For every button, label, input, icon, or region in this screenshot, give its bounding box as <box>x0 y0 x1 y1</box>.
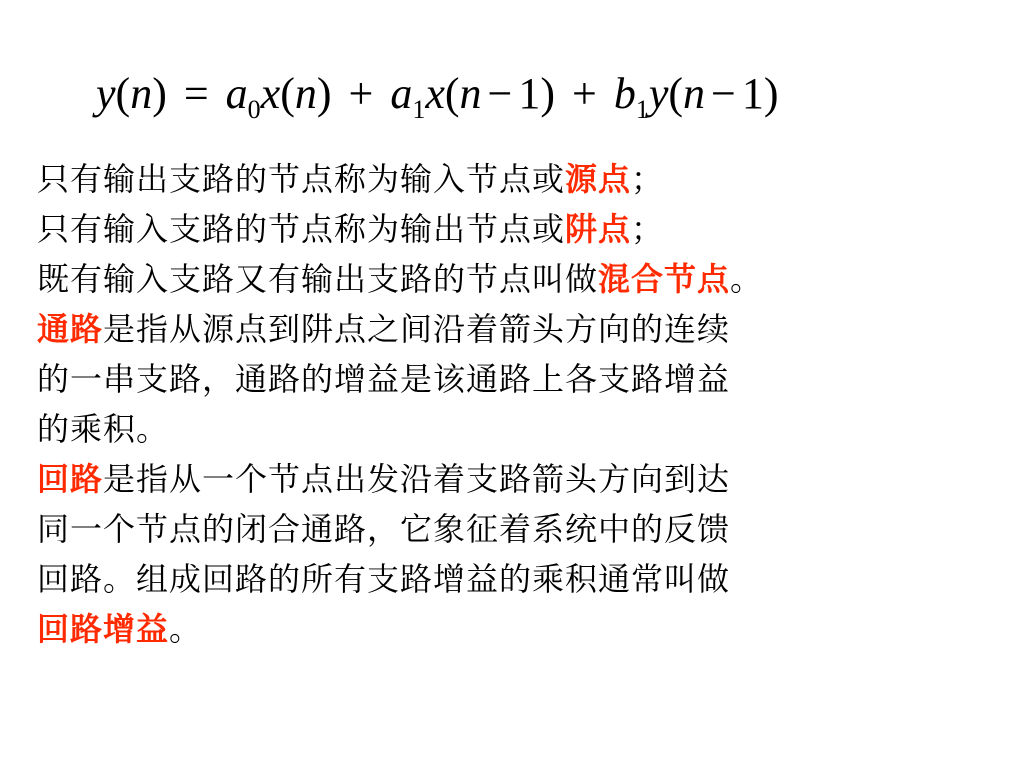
formula-n: n <box>683 69 706 118</box>
line-text: 的乘积。 <box>37 410 170 448</box>
highlight-term: 通路 <box>37 310 104 348</box>
formula-a: a <box>390 69 413 118</box>
line-text: 只有输入支路的节点称为输出节点或 <box>37 210 566 248</box>
formula-minus: − <box>711 69 736 118</box>
formula-paren: ( <box>115 69 131 118</box>
text-line <box>37 204 1024 254</box>
formula-y: y <box>648 69 669 118</box>
line-text: 的一串支路，通路的增益是该通路上各支路增益 <box>37 360 731 398</box>
line-text: 。 <box>169 610 203 648</box>
text-line <box>37 304 1024 354</box>
formula-y: y <box>96 69 116 118</box>
formula-sub-1: 1 <box>412 95 426 124</box>
line-text: ； <box>631 160 665 198</box>
highlight-term: 回路增益 <box>37 610 170 648</box>
line-text: 。 <box>730 260 764 298</box>
formula-n: n <box>294 69 317 118</box>
formula-paren: ) <box>540 69 556 118</box>
definitions-text <box>37 154 1024 654</box>
difference-equation <box>96 58 779 130</box>
formula-plus: + <box>348 69 374 118</box>
line-text: 同一个节点的闭合通路，它象征着系统中的反馈 <box>37 510 731 548</box>
line-text: 既有输入支路又有输出支路的节点叫做 <box>37 260 599 298</box>
formula-plus: + <box>572 69 597 118</box>
text-line <box>37 604 1024 654</box>
formula-a: a <box>225 69 248 118</box>
highlight-term: 阱点 <box>565 210 632 248</box>
highlight-term: 回路 <box>37 460 104 498</box>
line-text: 是指从一个节点出发沿着支路箭头方向到达 <box>103 460 731 498</box>
formula-paren: ( <box>668 69 684 118</box>
formula-x: x <box>425 69 445 118</box>
formula-b: b <box>613 69 636 118</box>
text-line <box>37 504 1024 554</box>
formula-paren: ) <box>316 69 332 118</box>
text-line <box>37 554 1024 604</box>
formula-paren: ( <box>280 69 295 118</box>
formula-n: n <box>130 69 153 118</box>
line-text: 只有输出支路的节点称为输入节点或 <box>37 160 566 198</box>
formula-one: 1 <box>741 69 764 118</box>
formula-n: n <box>459 69 482 118</box>
text-line <box>37 354 1024 404</box>
formula-sub-1: 1 <box>635 95 649 124</box>
line-text: ； <box>631 210 665 248</box>
formula-one: 1 <box>518 69 541 118</box>
text-line <box>37 254 1024 304</box>
formula-paren: ) <box>763 69 779 118</box>
highlight-term: 混合节点 <box>598 260 731 298</box>
formula-x: x <box>260 69 281 118</box>
line-text: 回路。组成回路的所有支路增益的乘积通常叫做 <box>37 560 731 598</box>
text-line <box>37 404 1024 454</box>
formula-minus: − <box>487 69 513 118</box>
line-text: 是指从源点到阱点之间沿着箭头方向的连续 <box>103 310 731 348</box>
formula-equals: = <box>183 69 209 118</box>
formula-paren: ) <box>152 69 167 118</box>
formula-sub-0: 0 <box>247 95 261 124</box>
text-line <box>37 154 1024 204</box>
text-line <box>37 454 1024 504</box>
highlight-term: 源点 <box>565 160 632 198</box>
formula-paren: ( <box>444 69 460 118</box>
